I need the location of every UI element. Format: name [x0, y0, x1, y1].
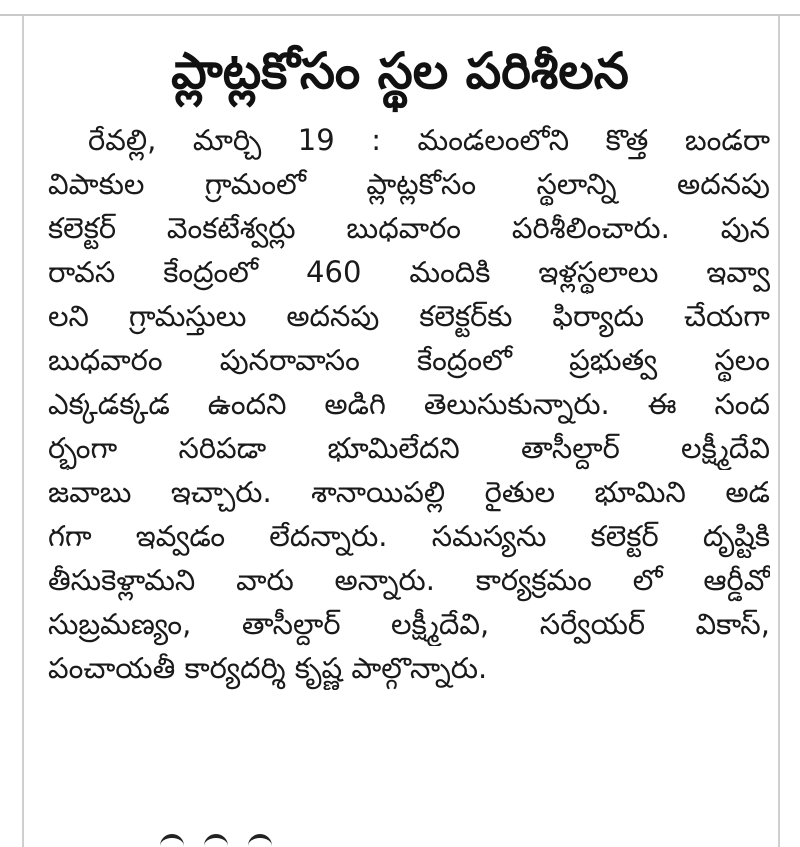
article-line: రావస కేంద్రంలో 460 మందికి ఇళ్లస్థలాలు ఇవ్వా [48, 255, 770, 289]
article-line: తీసుకెళ్లామని వారు అన్నారు. కార్యక్రమం లో ఆర్డీవో [48, 563, 770, 597]
glyph-fragment [204, 834, 228, 847]
article-line: ఎక్కడక్కడ ఉందని అడిగి తెలుసుకున్నారు. ఈ సంద [48, 387, 770, 421]
article-line: గగా ఇవ్వడం లేదన్నారు. సమస్యను కలెక్టర్ దృష్టికి [48, 519, 770, 553]
article-line: బుధవారం పునరావాసం కేంద్రంలో ప్రభుత్వ స్థలం [48, 343, 770, 377]
glyph-fragment [160, 834, 184, 847]
top-divider [0, 14, 800, 16]
article-line: ర్భంగా సరిపడా భూమిలేదని తాసీల్దార్ లక్ష్మీదేవి [48, 431, 770, 465]
article-line: జవాబు ఇచ్చారు. శానాయిపల్లి రైతుల భూమిని అడ [48, 475, 770, 509]
article-body [48, 118, 770, 690]
article-line-last: పంచాయతీ కార్యదర్శి కృష్ణ పాల్గొన్నారు. [48, 651, 488, 685]
article-headline: ప్లాట్లకోసం స్థల పరిశీలన [171, 42, 629, 100]
article-line: విపాకుల గ్రామంలో ప్లాట్లకోసం స్థలాన్ని అదనపు [48, 167, 770, 201]
glyph-fragment [248, 834, 272, 847]
article-line: కలెక్టర్ వెంకటేశ్వర్లు బుధవారం పరిశీలించారు. పున [48, 211, 770, 245]
article-line: రేవల్లి, మార్చి 19 : మండలంలోని కొత్త బండరా [88, 123, 770, 157]
next-article-fragment [160, 834, 460, 847]
left-column-rule [22, 16, 24, 847]
article-line: సుబ్రమణ్యం, తాసీల్దార్ లక్ష్మీదేవి, సర్వేయర్ వికాస్, [48, 607, 770, 641]
article-line: లని గ్రామస్తులు అదనపు కలెక్టర్‌కు ఫిర్యాదు చేయగా [48, 299, 770, 333]
right-column-rule [778, 16, 780, 847]
